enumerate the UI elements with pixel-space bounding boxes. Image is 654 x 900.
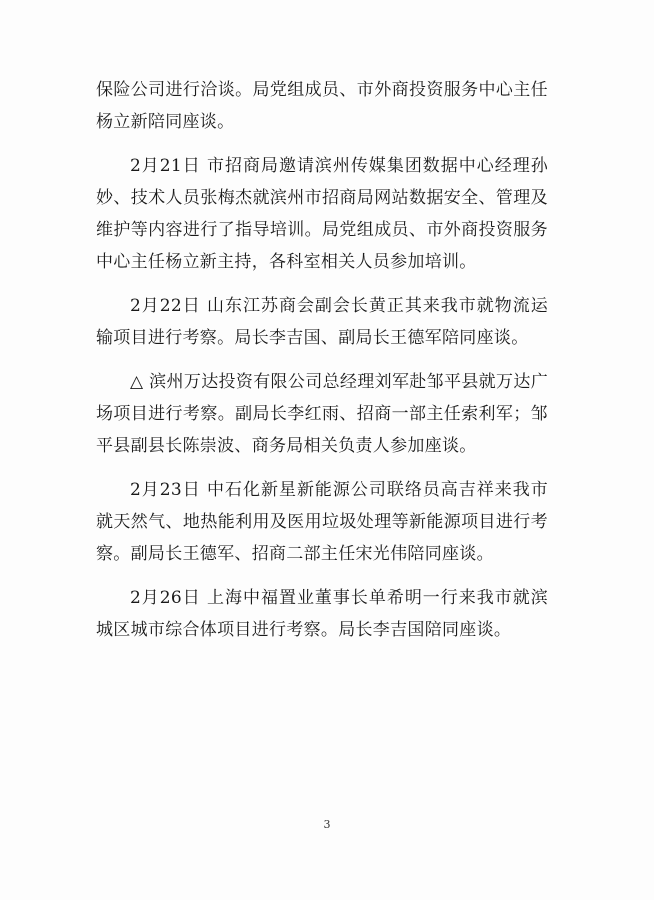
page-number: 3 [323, 818, 331, 831]
document-body [96, 74, 548, 658]
paragraph-feb-26: 2月26日 上海中福置业董事长单希明一行来我市就滨城区城市综合体项目进行考察。局长李吉国陪同座谈。 [96, 588, 548, 640]
paragraph-wanda: △ 滨州万达投资有限公司总经理刘军赴邹平县就万达广场项目进行考察。副局长李红雨、招商一部主任索利军；邹平县副县长陈崇波、商务局相关负责人参加座谈。 [96, 372, 548, 456]
paragraph-feb-21: 2月21日 市招商局邀请滨州传媒集团数据中心经理孙妙、技术人员张梅杰就滨州市招商局网站数据安全、管理及维护等内容进行了指导培训。局党组成员、市外商投资服务中心主任杨立新主持，各科室相关人员参加培训。 [96, 156, 548, 272]
paragraph-feb-22: 2月22日 山东江苏商会副会长黄正其来我市就物流运输项目进行考察。局长李吉国、副局长王德军陪同座谈。 [96, 296, 548, 348]
paragraph-continuation: 保险公司进行洽谈。局党组成员、市外商投资服务中心主任杨立新陪同座谈。 [96, 80, 548, 132]
paragraph-feb-23: 2月23日 中石化新星新能源公司联络员高吉祥来我市就天然气、地热能利用及医用垃圾处理等新能源项目进行考察。副局长王德军、招商二部主任宋光伟陪同座谈。 [96, 480, 548, 564]
